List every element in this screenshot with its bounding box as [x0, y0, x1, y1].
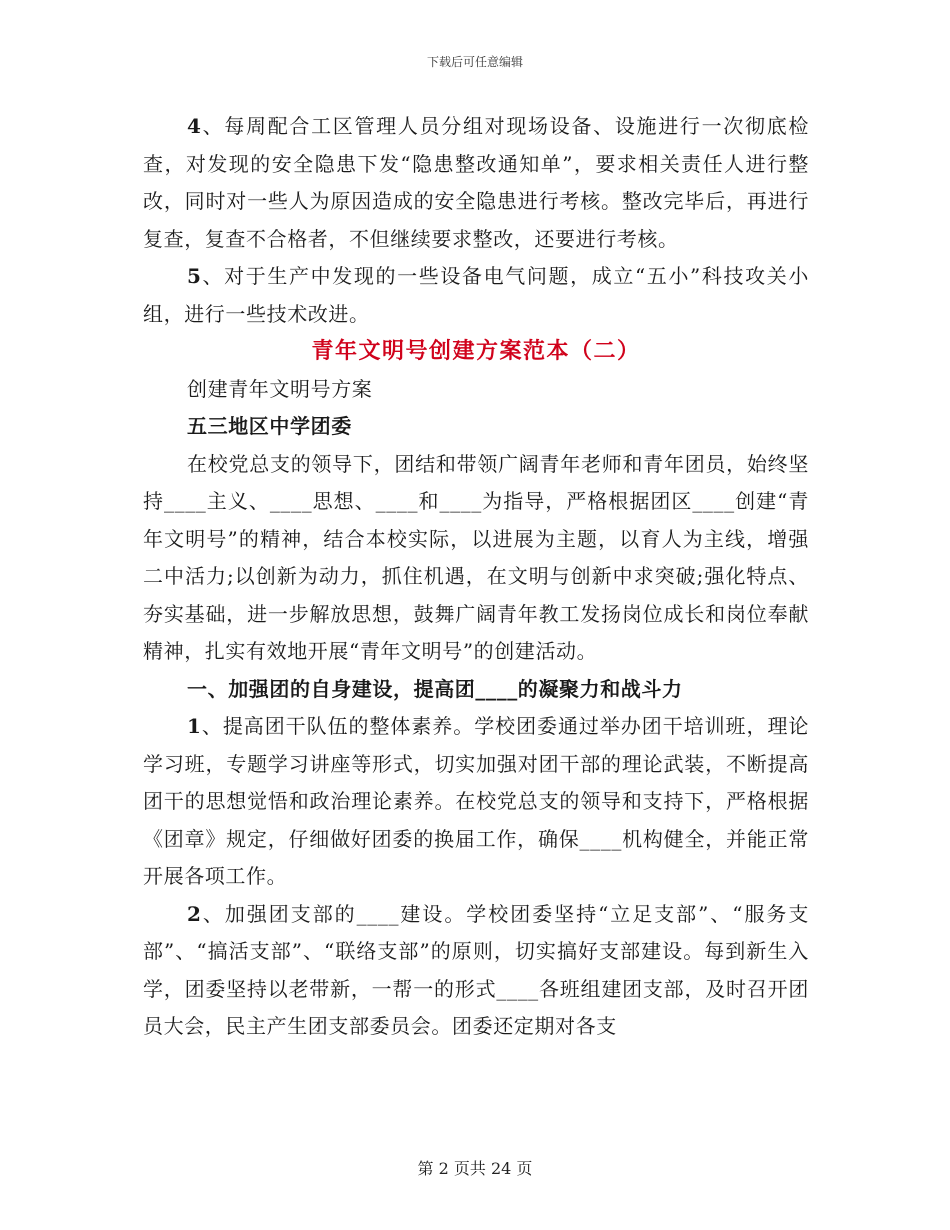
paragraph-text: 、每周配合工区管理人员分组对现场设备、设施进行一次彻底检查，对发现的安全隐患下发“隐患整改通知单”，要求相关责任人进行整改，同时对一些人为原因造成的安全隐患进行考核。整改完毕后，再进行复查，复查不合格者，不但继续要求整改，还要进行考核。: [143, 114, 809, 251]
page-header-note: 下载后可任意编辑: [426, 55, 523, 69]
item-number: 5: [187, 264, 202, 288]
document-body: [143, 108, 809, 1046]
intro-paragraph: 在校党总支的领导下，团结和带领广阔青年老师和青年团员，始终坚持____主义、____思想、____和____为指导，严格根据团区____创建“青年文明号”的精神，结合本校实际，以进展为主题，以育人为主线，增强二中活力;以创新为动力，抓住机遇，在文明与创新中求突破;强化特点、夯实基础，进一步解放思想，鼓舞广阔青年教工发扬岗位成长和岗位奉献精神，扎实有效地开展“青年文明号”的创建活动。: [143, 451, 809, 663]
item-number: 4: [187, 114, 202, 138]
paragraph-item-5: [143, 258, 809, 333]
document-subtitle: 创建青年文明号方案: [187, 376, 373, 401]
paragraph-text: 、提高团干队伍的整体素养。学校团委通过举办团干培训班，理论学习班，专题学习讲座等形式，切实加强对团干部的理论武装，不断提高团干的思想觉悟和政治理论素养。在校党总支的领导和支持下，严格根据《团章》规定，仔细做好团委的换届工作，确保____机构健全，并能正常开展各项工作。: [143, 714, 809, 888]
paragraph-subitem-1: [143, 708, 809, 896]
paragraph-item-4: [143, 108, 809, 258]
section-heading-1: 一、加强团的自身建设，提高团____的凝聚力和战斗力: [187, 676, 683, 701]
paragraph-subitem-2: [143, 896, 809, 1046]
section-title: 青年文明号创建方案范本（二）: [311, 338, 641, 364]
paragraph-text: 、对于生产中发现的一些设备电气问题，成立“五小”科技攻关小组，进行一些技术改进。: [143, 264, 809, 326]
paragraph-text: 、加强团支部的____建设。学校团委坚持“立足支部”、“服务支部”、“搞活支部”、“联络支部”的原则，切实搞好支部建设。每到新生入学，团委坚持以老带新，一帮一的形式____各班组建团支部，及时召开团员大会，民主产生团支部委员会。团委还定期对各支: [143, 901, 809, 1038]
item-number: 1: [187, 714, 202, 738]
item-number: 2: [187, 901, 202, 926]
organization-name: 五三地区中学团委: [187, 414, 352, 438]
page-footer: 第 2 页共 24 页: [417, 1159, 533, 1178]
